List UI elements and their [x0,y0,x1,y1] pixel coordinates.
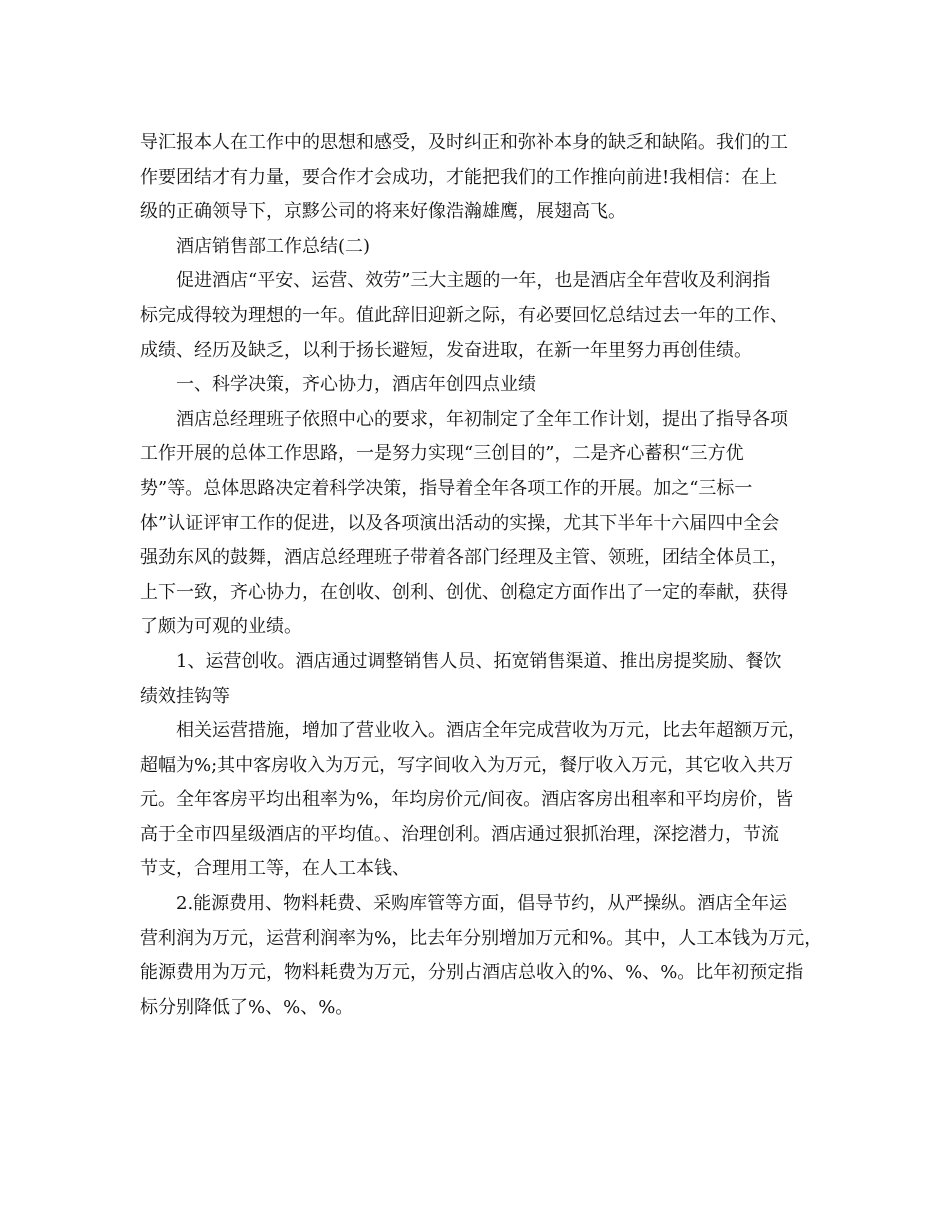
paragraph-4-line-3: 体”认证评审工作的促进，以及各项演出活动的实操，尤其下半年十六届四中全会 [140,512,780,534]
paragraph-4-line-0: 酒店总经理班子依照中心的要求，年初制定了全年工作计划，提出了指导各项 [176,408,788,430]
paragraph-2-line-0: 促进酒店“平安、运营、效劳”三大主题的一年，也是酒店全年营收及利润指 [176,270,771,292]
paragraph-4-line-6: 了颇为可观的业绩。 [140,616,302,638]
paragraph-0-line-0: 导汇报本人在工作中的思想和感受，及时纠正和弥补本身的缺乏和缺陷。我们的工 [140,132,788,153]
paragraph-4-line-5: 上下一致，齐心协力，在创收、创利、创优、创稳定方面作出了一定的奉献，获得 [140,581,788,603]
paragraph-2-line-2: 成绩、经历及缺乏，以利于扬长避短，发奋进取，在新一年里努力再创佳绩。 [140,339,752,361]
paragraph-6-line-3: 高于全市四星级酒店的平均值。、治理创利。酒店通过狠抓治理，深挖潜力，节流 [140,823,779,845]
paragraph-0-line-1: 作要团结才有力量，要合作才会成功，才能把我们的工作推向前进!我相信：在上 [140,166,778,188]
paragraph-6-line-2: 元。全年客房平均出租率为%，年均房价元/间夜。酒店客房出租率和平均房价，皆 [140,789,794,811]
paragraph-4-line-4: 强劲东风的鼓舞，酒店总经理班子带着各部门经理及主管、领班，团结全体员工， [140,547,788,569]
paragraph-6-line-1: 超幅为%;其中客房收入为万元，写字间收入为万元，餐厅收入万元，其它收入共万 [140,754,794,776]
paragraph-0-line-2: 级的正确领导下，京黟公司的将来好像浩瀚雄鹰，展翅高飞。 [140,201,626,223]
paragraph-7-line-1: 营利润为万元，运营利润率为%，比去年分别增加万元和%。其中，人工本钱为万元， [140,927,823,949]
paragraph-5-line-0: 1、运营创收。酒店通过调整销售人员、拓宽销售渠道、推出房提奖励、餐饮 [176,650,782,672]
paragraph-6-line-0: 相关运营措施，增加了营业收入。酒店全年完成营收为万元，比去年超额万元， [176,720,806,742]
paragraph-7-line-2: 能源费用为万元，物料耗费为万元，分别占酒店总收入的%、%、%。比年初预定指 [140,962,804,984]
paragraph-7-line-0: 2.能源费用、物料耗费、采购库管等方面，倡导节约，从严操纵。酒店全年运 [176,893,788,915]
paragraph-3-line-0: 一、科学决策，齐心协力，酒店年创四点业绩 [176,374,536,396]
paragraph-1-line-0: 酒店销售部工作总结(二) [176,235,371,257]
paragraph-2-line-1: 标完成得较为理想的一年。值此辞旧迎新之际，有必要回忆总结过去一年的工作、 [140,304,788,326]
paragraph-7-line-3: 标分别降低了%、%、%。 [140,996,354,1018]
paragraph-4-line-1: 工作开展的总体工作思路，一是努力实现“三创目的”，二是齐心蓄积“三方优 [140,443,744,465]
document-body [140,126,830,1025]
paragraph-6-line-4: 节支，合理用工等，在人工本钱、 [140,858,410,880]
paragraph-4-line-2: 势”等。总体思路决定着科学决策，指导着全年各项工作的开展。加之“三标一 [140,477,753,499]
paragraph-5-line-1: 绩效挂钩等 [140,685,230,707]
